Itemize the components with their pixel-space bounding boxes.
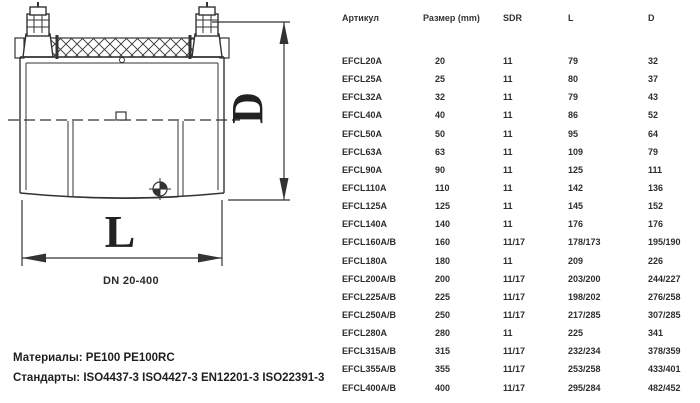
- table-cell: 11: [503, 255, 513, 266]
- materials-note: Материалы: PE100 PE100RC: [13, 352, 175, 364]
- table-cell: EFCL50A: [342, 128, 383, 139]
- band-tick: [56, 35, 59, 59]
- table-cell: 20: [435, 56, 446, 67]
- table-cell: 244/227: [648, 273, 681, 284]
- table-cell: 276/258: [648, 291, 681, 302]
- table-cell: 280: [435, 328, 451, 339]
- table-cell: 400: [435, 382, 451, 393]
- table-cell: 200: [435, 273, 451, 284]
- table-cell: 11/17: [503, 346, 526, 357]
- table-row: [342, 233, 696, 251]
- coupler-body: [20, 57, 224, 199]
- table-cell: EFCL63A: [342, 146, 383, 157]
- table-row: [342, 379, 696, 397]
- table-cell: 226: [648, 255, 664, 266]
- table-cell: 11/17: [503, 310, 526, 321]
- table-row: [342, 288, 696, 306]
- dn-range-caption: DN 20-400: [103, 275, 159, 287]
- band-tick: [189, 35, 192, 59]
- coupler-drawing-panel: [0, 0, 335, 403]
- table-cell: 140: [435, 219, 451, 230]
- table-cell: EFCL315A/B: [342, 346, 397, 357]
- table-cell: 250: [435, 310, 451, 321]
- table-row: [342, 179, 696, 197]
- table-cell: 11/17: [503, 364, 526, 375]
- table-cell: EFCL180A: [342, 255, 388, 266]
- table-row: [342, 52, 696, 70]
- table-cell: 79: [568, 92, 579, 103]
- table-cell: 43: [648, 92, 659, 103]
- table-cell: 50: [435, 128, 446, 139]
- table-cell: EFCL90A: [342, 164, 383, 175]
- table-cell: 110: [435, 183, 450, 194]
- coupler-drawing: [0, 0, 335, 300]
- table-cell: EFCL160A/B: [342, 237, 397, 248]
- table-cell: 37: [648, 74, 659, 85]
- table-cell: 225: [435, 291, 451, 302]
- table-row: [342, 324, 696, 342]
- table-cell: 11/17: [503, 291, 526, 302]
- table-cell: 176: [568, 219, 584, 230]
- table-cell: 109: [568, 146, 584, 157]
- notes-block: [13, 348, 324, 388]
- table-row: [342, 197, 696, 215]
- table-cell: 79: [568, 56, 579, 67]
- col-header-sdr: SDR: [503, 13, 523, 23]
- table-cell: 32: [435, 92, 446, 103]
- table-cell: 176: [648, 219, 664, 230]
- table-cell: 11/17: [503, 237, 526, 248]
- table-row: [342, 125, 696, 143]
- table-cell: 232/234: [568, 346, 601, 357]
- table-cell: 145: [568, 201, 584, 212]
- table-cell: 482/452: [648, 382, 681, 393]
- right-terminal-icon: [192, 2, 222, 57]
- table-cell: EFCL40A: [342, 110, 383, 121]
- centerline: [8, 112, 240, 120]
- table-row: [342, 342, 696, 360]
- table-header-row: [342, 12, 696, 24]
- dim-l-label: L: [104, 206, 136, 257]
- table-cell: 64: [648, 128, 659, 139]
- table-cell: EFCL280A: [342, 328, 388, 339]
- table-cell: 11: [503, 328, 513, 339]
- table-cell: 40: [435, 110, 446, 121]
- table-cell: 11/17: [503, 273, 526, 284]
- table-row: [342, 106, 696, 124]
- table-cell: 178/173: [568, 237, 601, 248]
- table-cell: EFCL200A/B: [342, 273, 397, 284]
- table-cell: 195/190: [648, 237, 681, 248]
- col-header-size: Размер (mm): [423, 13, 480, 23]
- table-cell: EFCL125A: [342, 201, 388, 212]
- table-cell: 80: [568, 74, 579, 85]
- dim-d-label: D: [223, 92, 273, 124]
- table-cell: 11: [503, 110, 513, 121]
- table-cell: 142: [568, 183, 584, 194]
- table-cell: 11: [503, 56, 513, 67]
- table-cell: 90: [435, 164, 446, 175]
- table-cell: 433/401: [648, 364, 681, 375]
- table-cell: 315: [435, 346, 451, 357]
- table-cell: 253/258: [568, 364, 601, 375]
- col-header-d: D: [648, 13, 655, 23]
- table-cell: 52: [648, 110, 659, 121]
- table-cell: 217/285: [568, 310, 601, 321]
- table-cell: EFCL225A/B: [342, 291, 397, 302]
- table-cell: 125: [568, 164, 584, 175]
- table-cell: 209: [568, 255, 584, 266]
- table-cell: 32: [648, 56, 659, 67]
- table-row: [342, 270, 696, 288]
- table-cell: 225: [568, 328, 584, 339]
- table-row: [342, 70, 696, 88]
- table-body: [342, 52, 696, 397]
- table-cell: 198/202: [568, 291, 601, 302]
- table-cell: EFCL25A: [342, 74, 383, 85]
- table-cell: 11: [503, 201, 513, 212]
- spec-table: [342, 12, 696, 397]
- table-cell: 203/200: [568, 273, 601, 284]
- table-cell: 25: [435, 74, 446, 85]
- table-row: [342, 252, 696, 270]
- table-cell: 11: [503, 92, 513, 103]
- table-cell: EFCL32A: [342, 92, 383, 103]
- table-cell: 160: [435, 237, 451, 248]
- table-cell: EFCL140A: [342, 219, 388, 230]
- table-row: [342, 88, 696, 106]
- table-cell: 11: [503, 146, 513, 157]
- table-cell: EFCL250A/B: [342, 310, 397, 321]
- table-cell: 86: [568, 110, 579, 121]
- table-cell: 295/284: [568, 382, 601, 393]
- table-cell: 378/359: [648, 346, 681, 357]
- table-cell: 125: [435, 201, 451, 212]
- left-terminal-icon: [23, 2, 53, 57]
- table-cell: 136: [648, 183, 664, 194]
- table-cell: 95: [568, 128, 579, 139]
- table-cell: 111: [648, 164, 663, 175]
- table-cell: EFCL355A/B: [342, 364, 397, 375]
- table-cell: 11: [503, 164, 513, 175]
- col-header-article: Артикул: [342, 13, 379, 23]
- table-row: [342, 161, 696, 179]
- table-row: [342, 306, 696, 324]
- table-cell: 63: [435, 146, 446, 157]
- table-cell: 180: [435, 255, 451, 266]
- table-cell: 11: [503, 219, 513, 230]
- table-cell: 152: [648, 201, 664, 212]
- table-cell: EFCL20A: [342, 56, 383, 67]
- dimension-l: [22, 200, 222, 266]
- standards-note: Стандарты: ISO4437-3 ISO4427-3 EN12201-3 ISO22391-3: [13, 372, 325, 384]
- table-cell: EFCL110A: [342, 183, 387, 194]
- table-cell: 11: [503, 74, 513, 85]
- table-cell: 11/17: [503, 382, 526, 393]
- table-cell: EFCL400A/B: [342, 382, 397, 393]
- table-cell: 11: [503, 128, 513, 139]
- table-cell: 341: [648, 328, 664, 339]
- col-header-l: L: [568, 13, 574, 23]
- table-cell: 11: [503, 183, 513, 194]
- table-cell: 355: [435, 364, 451, 375]
- table-row: [342, 360, 696, 378]
- table-row: [342, 143, 696, 161]
- table-row: [342, 215, 696, 233]
- table-cell: 307/285: [648, 310, 681, 321]
- table-cell: 79: [648, 146, 659, 157]
